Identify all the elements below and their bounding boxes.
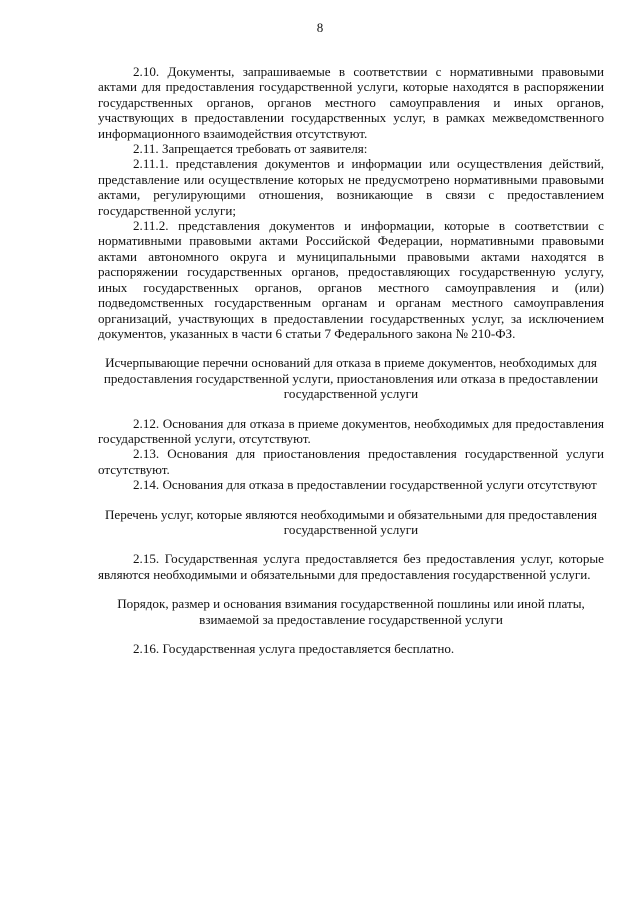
page-number: 8	[316, 20, 324, 35]
section-heading-required-services: Перечень услуг, которые являются необходимыми и обязательными для предоставления государственной услуги	[104, 506, 598, 537]
paragraph-2-13: 2.13. Основания для приостановления предоставления государственной услуги отсутствуют.	[98, 446, 604, 477]
paragraph-2-11: 2.11. Запрещается требовать от заявителя:	[133, 141, 368, 157]
paragraph-2-12: 2.12. Основания для отказа в приеме документов, необходимых для предоставления государственной услуги, отсутствуют.	[98, 415, 604, 446]
paragraph-2-11-2: 2.11.2. представления документов и информации, которые в соответствии с нормативными правовыми актами Российской Федерации, нормативными правовыми актами автономного округа и муниципальными правовыми актами находятся в распоряжении государственных органов, предоставляющих государственную услугу, иных государственных органов, органов местного самоуправления и (или) подведомственных государственным органам и органам местного самоуправления организаций, участвующих в предоставлении государственных услуг, за исключением документов, указанных в части 6 статьи 7 Федерального закона № 210-ФЗ.	[98, 218, 604, 341]
paragraph-2-16: 2.16. Государственная услуга предоставляется бесплатно.	[133, 641, 455, 656]
section-heading-refusal-grounds: Исчерпывающие перечни оснований для отказа в приеме документов, необходимых для предоставления государственной услуги, приостановления или отказа в предоставлении государственной услуги	[103, 355, 599, 402]
paragraph-2-10: 2.10. Документы, запрашиваемые в соответствии с нормативными правовыми актами для предоставления государственной услуги, которые находятся в распоряжении государственных органов, органов местного самоуправления и иных органов, участвующих в предоставлении государственных услуг, в рамках межведомственного информационного взаимодействия отсутствуют.	[98, 64, 604, 141]
paragraph-2-11-1: 2.11.1. представления документов и информации или осуществления действий, представление или осуществление которых не предусмотрено нормативными правовыми актами, регулирующими отношения, возникающие в связи с предоставлением государственной услуги;	[98, 156, 604, 218]
document-body	[98, 64, 604, 656]
section-heading-fees: Порядок, размер и основания взимания государственной пошлины или иной платы, взимаемой за предоставление государственной услуги	[117, 596, 585, 627]
paragraph-2-15: 2.15. Государственная услуга предоставляется без предоставления услуг, которые являются необходимыми и обязательными для предоставления государственной услуги.	[98, 551, 604, 582]
paragraph-2-14: 2.14. Основания для отказа в предоставлении государственной услуги отсутствуют	[133, 477, 597, 493]
